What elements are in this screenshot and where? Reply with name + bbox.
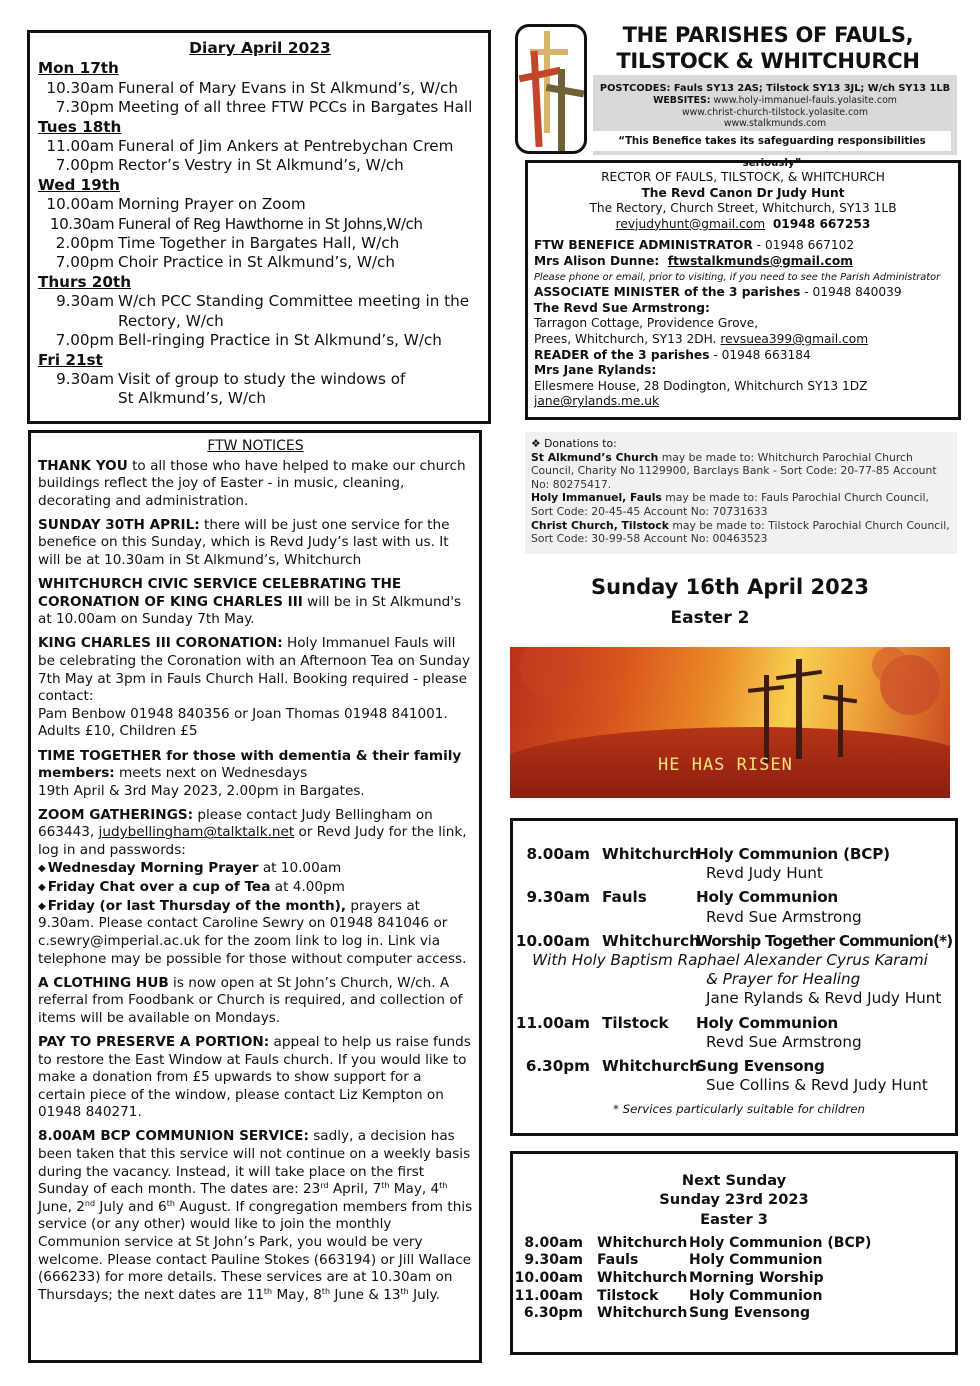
- banner-caption: HE HAS RISEN: [658, 755, 793, 775]
- rector-email-link[interactable]: revjudyhunt@gmail.com: [615, 216, 766, 231]
- diary-event-continued: Rectory, W/ch: [118, 311, 224, 330]
- crosses-illustration-icon: [510, 647, 950, 798]
- diary-event: 10.30am Funeral of Mary Evans in St Alkmund’s, W/ch: [46, 78, 458, 97]
- zoom-bullet: ◆ Friday Chat over a cup of Tea at 4.00pm: [38, 878, 345, 895]
- diary-event-continued: St Alkmund’s, W/ch: [118, 389, 267, 408]
- fleuron-icon: ❖: [531, 437, 541, 450]
- diary-day: Mon 17th: [38, 59, 119, 78]
- notice-time-together: TIME TOGETHER for those with dementia & their family members: meets next on Wednesdays 19th April & 3rd May 2023, 2.00pm in Bargates.: [38, 747, 462, 799]
- notice-civic-service: WHITCHURCH CIVIC SERVICE CELEBRATING THE CORONATION OF KING CHARLES III will be in St Alkmund's at 10.00am on Sunday 7th May.: [38, 576, 462, 628]
- associate-name: The Revd Sue Armstrong:: [534, 300, 710, 315]
- diamond-bullet-icon: ◆: [38, 881, 46, 893]
- diary-day: Fri 21st: [38, 350, 103, 369]
- easter-banner-image: [510, 647, 950, 798]
- notice-coronation: KING CHARLES III CORONATION: Holy Immanuel Fauls will be celebrating the Coronation with an Afternoon Tea on Sunday 7th May at 3pm in Fauls Church Hall. Booking required - please contact: Pam Benbow 01948 840356 or Joan Thomas 01948 841001. Adults £10, Children £5: [38, 635, 471, 740]
- diamond-bullet-icon: ◆: [38, 862, 46, 874]
- diary-event: 7.00pm Choir Practice in St Alkmund’s, W/ch: [55, 253, 395, 272]
- service-entry: 11.00am Tilstock Holy Communion Revd Sue Armstrong: [515, 1013, 862, 1051]
- diary-event: 9.30am Visit of group to study the windows of: [56, 369, 406, 388]
- admin-email-link[interactable]: ftwstalkmunds@gmail.com: [667, 253, 853, 268]
- postcodes: POSTCODES: Fauls SY13 2AS; Tilstock SY13 3JL; W/ch SY13 1LB: [599, 83, 951, 94]
- services-footnote: * Services particularly suitable for children: [612, 1102, 866, 1117]
- reader-name: Mrs Jane Rylands:: [534, 363, 657, 378]
- diary-event: 10.00am Morning Prayer on Zoom: [46, 195, 306, 214]
- next-sunday-box: [510, 1151, 958, 1355]
- zoom-bullet: ◆ Wednesday Morning Prayer at 10.00am: [38, 859, 342, 876]
- diary-title: Diary April 2023: [189, 39, 331, 57]
- notice-clothing-hub: A CLOTHING HUB is now open at St John’s Church, W/ch. A referral from Foodbank or Church is required, and collection of items will be available on Mondays.: [38, 974, 463, 1026]
- contacts-box: RECTOR OF FAULS, TILSTOCK, & WHITCHURCH The Revd Canon Dr Judy Hunt The Rectory, Church Street, Whitchurch, SY13 1LB revjudyhunt@gmail.com 01948 667253 FTW BENEFICE ADMINISTRATOR - 01948 667102 Mrs Alison Dunne: ftwstalkmunds@gmail.com Please phone or email, prior to visiting, if you need to see the Parish Administrator ASSOCIATE MINISTER of the 3 parishes - 01948 840039 The Revd Sue Armstrong: Tarragon Cottage, Providence Grove, Prees, Whitchurch, SY13 2DH. revsuea399@gmail.com READER of the 3 parishes - 01948 663184 Mrs Jane Rylands: Ellesmere House, 28 Dodington, Whitchurch SY13 1DZ jane@rylands.me.uk: [525, 160, 961, 420]
- admin-role: FTW BENEFICE ADMINISTRATOR: [534, 238, 753, 253]
- notices-box: [28, 430, 482, 1363]
- donation-item: Christ Church, Tilstock may be made to: Tilstock Parochial Church Council, Sort Code: 30-99-58 Account No: 00463523: [531, 518, 950, 546]
- diamond-bullet-icon: ◆: [38, 900, 46, 912]
- parish-title: THE PARISHES OF FAULS, TILSTOCK & WHITCHURCH: [616, 23, 920, 73]
- next-sunday-heading: Next Sunday: [681, 1172, 787, 1189]
- diary-day: Thurs 20th: [38, 272, 132, 291]
- diary-event: 7.30pm Meeting of all three FTW PCCs in Bargates Hall: [55, 98, 473, 117]
- rector-address: The Rectory, Church Street, Whitchurch, SY13 1LB: [589, 201, 897, 216]
- next-sunday-week: Easter 3: [700, 1210, 768, 1228]
- next-service-row: 9.30am Fauls Holy Communion: [524, 1252, 823, 1269]
- website-link[interactable]: www.stalkmunds.com: [723, 118, 827, 130]
- donation-item: St Alkmund’s Church may be made to: Whitchurch Parochial Church Council, Charity No 1129900, Barclays Bank - Sort Code: 20-77-85 Account No: 80275417.: [531, 450, 937, 491]
- service-entry: 6.30pm Whitchurch Sung Evensong Sue Collins & Revd Judy Hunt: [525, 1057, 928, 1095]
- diary-event: 10.30am Funeral of Reg Hawthorne in St Johns,W/ch: [49, 214, 423, 233]
- donations-box: ❖ Donations to: St Alkmund’s Church may be made to: Whitchurch Parochial Church Council, Charity No 1129900, Barclays Bank - Sort Code: 20-77-85 Account No: 80275417. Holy Immanuel, Fauls may be made to: Fauls Parochial Church Council, Sort Code: 20-45-45 Account No: 70731633 Christ Church, Tilstock may be made to: Tilstock Parochial Church Council, Sort Code: 30-99-58 Account No: 00463523: [525, 432, 957, 554]
- diary-day: Tues 18th: [38, 117, 122, 136]
- parish-logo: [515, 24, 587, 154]
- zoom-email-link[interactable]: judybellingham@talktalk.net: [98, 824, 295, 841]
- diary-event: 9.30am W/ch PCC Standing Committee meeting in the: [56, 292, 470, 311]
- associate-role: ASSOCIATE MINISTER of the 3 parishes: [534, 285, 801, 300]
- diary-event: 7.00pm Bell-ringing Practice in St Alkmund’s, W/ch: [55, 331, 442, 350]
- service-entry: 8.00am Whitchurch Holy Communion (BCP) Revd Judy Hunt: [526, 845, 890, 883]
- contact-banner: POSTCODES: Fauls SY13 2AS; Tilstock SY13 3JL; W/ch SY13 1LB WEBSITES: www.holy-immanuel-fauls.yolasite.com www.christ-church-tilstock.yolasite.com www.stalkmunds.com: [593, 75, 957, 131]
- service-entry: 9.30am Fauls Holy Communion Revd Sue Armstrong: [526, 888, 862, 926]
- next-sunday-date: Sunday 23rd 2023: [659, 1191, 809, 1209]
- diary-day: Wed 19th: [38, 175, 120, 194]
- three-crosses-icon: [518, 27, 584, 151]
- next-service-row: 10.00am Whitchurch Morning Worship: [514, 1270, 824, 1287]
- zoom-bullet: ◆ Friday (or last Thursday of the month), prayers at 9.30am. Please contact Caroline Sewry on 01948 841046 or c.sewry@imperial.ac.uk for the zoom link to log in. Link via telephone may be possible for those without computer access.: [38, 897, 467, 967]
- notice-sunday-30th: SUNDAY 30TH APRIL: there will be just one service for the benefice on this Sunday, which is Revd Judy’s last with us. It will be at 10.30am in St Alkmund’s, Whitchurch: [38, 516, 450, 569]
- safeguarding-statement: “This Benefice takes its safeguarding responsibilities seriously”: [593, 131, 957, 155]
- admin-note: Please phone or email, prior to visiting, if you need to see the Parish Administrator: [534, 271, 941, 283]
- next-service-row: 8.00am Whitchurch Holy Communion (BCP): [524, 1234, 872, 1251]
- notices-title: FTW NOTICES: [207, 438, 304, 454]
- donation-item: Holy Immanuel, Fauls may be made to: Fauls Parochial Church Council, Sort Code: 20-45-45 Account No: 70731633: [531, 491, 929, 518]
- rector-phone: 01948 667253: [772, 216, 871, 231]
- reader-role: READER of the 3 parishes: [534, 347, 710, 362]
- rector-heading: RECTOR OF FAULS, TILSTOCK, & WHITCHURCH: [601, 170, 885, 184]
- notice-bcp-communion: 8.00AM BCP COMMUNION SERVICE: sadly, a decision has been taken that this service will not continue on a weekly basis during the vacancy. Instead, it will take place on the first Sunday of each month. The dates are: 23rd April, 7th May, 4th June, 2nd July and 6th August. If congregation members from this service (or any other) would like to join the monthly Communion service at St John’s Park, you would be very welcome. Please contact Pauline Stokes (663194) or Jill Wallace (666233) for more details. These services are at 10.30am on Thursdays; the next dates are 11th May, 8th June & 13th July.: [38, 1128, 473, 1303]
- next-service-row: 11.00am Tilstock Holy Communion: [514, 1287, 823, 1304]
- rector-name: The Revd Canon Dr Judy Hunt: [641, 185, 845, 200]
- notice-preserve-portion: PAY TO PRESERVE A PORTION: appeal to help us raise funds to restore the East Window at Fauls church. If you would like to make a donation from £5 upwards to show support for a certain piece of the window, please contact Liz Kempton on 01948 840271.: [38, 1033, 471, 1121]
- service-entry: 10.00am Whitchurch Worship Together Communion(*) With Holy Baptism Raphael Alexander Cyrus Karami & Prayer for Healing Jane Rylands & Revd Judy Hunt: [515, 931, 953, 1008]
- diary-event: 7.00pm Rector’s Vestry in St Alkmund’s, W/ch: [55, 156, 404, 175]
- website-link[interactable]: www.christ-church-tilstock.yolasite.com: [681, 106, 869, 118]
- admin-name: Mrs Alison Dunne:: [534, 253, 660, 268]
- diary-event: 2.00pm Time Together in Bargates Hall, W/ch: [55, 234, 400, 253]
- notice-thank-you: THANK YOU to all those who have helped to make our church buildings reflect the joy of Easter - in music, cleaning, decorating and administration.: [38, 457, 466, 509]
- diary-box: [27, 30, 491, 424]
- next-service-row: 6.30pm Whitchurch Sung Evensong: [523, 1305, 811, 1322]
- reader-email-link[interactable]: jane@rylands.me.uk: [534, 394, 660, 409]
- website-link[interactable]: www.holy-immanuel-fauls.yolasite.com: [713, 94, 897, 106]
- diary-event: 11.00am Funeral of Jim Ankers at Pentrebychan Crem: [46, 137, 454, 156]
- services-box: [510, 818, 958, 1136]
- liturgical-week: Easter 2: [670, 608, 750, 628]
- associate-email-link[interactable]: revsuea399@gmail.com: [720, 331, 869, 346]
- notice-zoom: ZOOM GATHERINGS: please contact Judy Bellingham on 663443, judybellingham@talktalk.net or Revd Judy for the link, log in and passwords: ◆ Wednesday Morning Prayer at 10.00am ◆ Friday Chat over a cup of Tea at 4.00pm ◆ Friday (or last Thursday of the month), prayers at 9.30am. Please contact Caroline Sewry on 01948 841046 or c.sewry@imperial.ac.uk for the zoom link to log in. Link via telephone may be possible for those without computer access.: [38, 807, 473, 968]
- sunday-date: Sunday 16th April 2023: [591, 575, 869, 599]
